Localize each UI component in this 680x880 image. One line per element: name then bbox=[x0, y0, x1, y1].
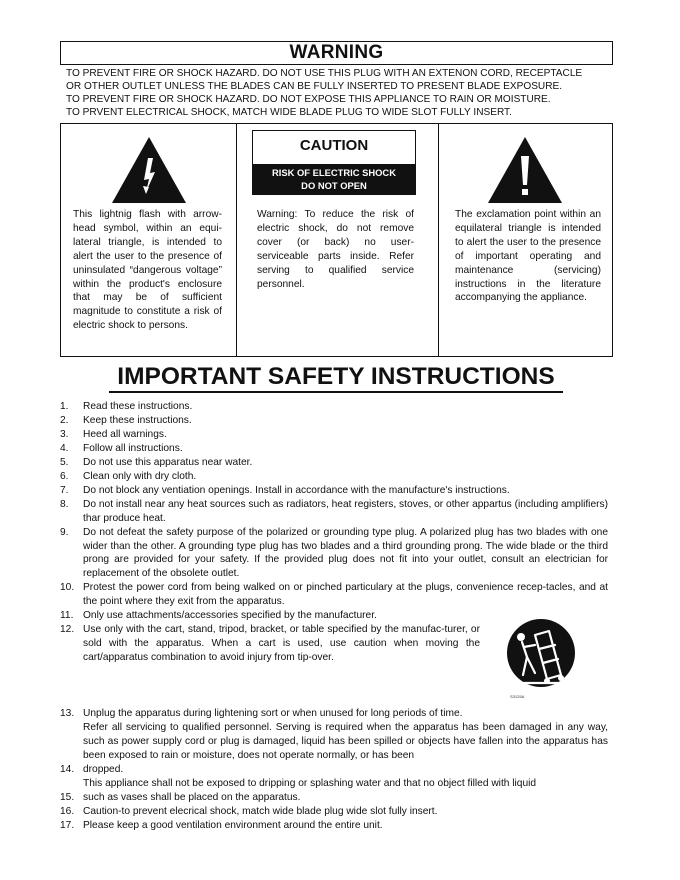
item-text: Keep these instructions. bbox=[83, 414, 192, 426]
item-number: 10. bbox=[60, 582, 75, 594]
item-number: 12. bbox=[60, 624, 75, 636]
list-item bbox=[60, 484, 608, 498]
lightning-description: This lightnig flash with arrow-head symbol, within an equi-lateral triangle, is intended to alert the user to the presence of uninsulated “dangerous voltage” within the product's enclosure that may be of sufficient magnitude to constitute a risk of electric shock to persons. bbox=[73, 209, 222, 332]
item-number: 16. bbox=[60, 805, 75, 817]
item-number: 13. bbox=[60, 708, 75, 720]
item-text: Clean only with dry cloth. bbox=[83, 470, 197, 482]
item-text: Do not block any ventiation openings. Install in accordance with the manufacture's instructions. bbox=[83, 484, 510, 496]
page-title: IMPORTANT SAFETY INSTRUCTIONS bbox=[109, 363, 563, 393]
item-text: Follow all instructions. bbox=[83, 442, 183, 454]
item-number: 11. bbox=[60, 610, 74, 622]
caution-label bbox=[252, 130, 416, 195]
item-text: such as vases shall be placed on the apparatus. bbox=[83, 791, 301, 803]
list-item bbox=[60, 456, 608, 470]
item-text: Unplug the apparatus during lightening sort or when unused for long periods of time. bbox=[83, 708, 463, 720]
lightning-symbol-cell bbox=[61, 124, 236, 356]
caution-band-line: DO NOT OPEN bbox=[301, 179, 367, 191]
item-text: Use only with the cart, stand, tripod, bracket, or table specified by the manufac-turer, or sold with the apparatus. When a cart is used, use caution when moving the cart/apparatus combination to avoid injury from tip-over. bbox=[83, 624, 480, 664]
warning-line: TO PREVENT FIRE OR SHOCK HAZARD. DO NOT USE THIS PLUG WITH AN EXTENON CORD, RECEPTACLE bbox=[66, 68, 583, 79]
list-item bbox=[60, 400, 608, 414]
item-number: 8. bbox=[60, 498, 69, 510]
safety-symbols-table bbox=[60, 123, 613, 357]
item-text: Do not defeat the safety purpose of the polarized or grounding type plug. A polarized plug has two blades with one wider than the other. A grounding type plug has two blades and a third grounding prong. The wide blade or the third prong are provided for your safety. If the provided plug does not fit into your outlet, consult an electrician for replacement of the obsolete outlet. bbox=[83, 526, 608, 580]
caution-description: Warning: To reduce the risk of electric shock, do not remove cover (or back) no user-serviceable parts inside. Refer serving to qualified service personnel. bbox=[257, 209, 414, 290]
list-item bbox=[60, 470, 608, 484]
list-item bbox=[60, 721, 608, 763]
list-item bbox=[60, 819, 608, 833]
list-item bbox=[60, 498, 608, 526]
item-text: This appliance shall not be exposed to dripping or splashing water and that no object filled with liquid bbox=[83, 777, 537, 789]
warning-text bbox=[66, 67, 616, 119]
list-item bbox=[60, 791, 608, 805]
item-number: 1. bbox=[60, 401, 69, 412]
warning-header bbox=[60, 41, 613, 65]
exclamation-description: The exclamation point within an equilateral triangle is intended to alert the user to the presence of important operating and maintenance (servicing) instructions in the literature accompanying the appliance. bbox=[455, 209, 601, 304]
list-item bbox=[60, 526, 608, 582]
exclamation-symbol-cell bbox=[438, 124, 612, 356]
item-number: 2. bbox=[60, 414, 69, 426]
exclamation-triangle-icon bbox=[487, 136, 563, 204]
item-number: 17. bbox=[60, 819, 75, 831]
warning-line: OR OTHER OUTLET UNLESS THE BLADES CAN BE FULLY INSERTED TO PRESENT BLADE EXPOSURE. bbox=[66, 81, 563, 92]
cart-tipover-icon bbox=[505, 617, 577, 693]
item-text: Please keep a good ventilation environment around the entire unit. bbox=[83, 819, 383, 831]
item-number: 14. bbox=[60, 763, 75, 775]
warning-line: TO PREVENT FIRE OR SHOCK HAZARD. DO NOT EXPOSE THIS APPLIANCE TO RAIN OR MOISTURE. bbox=[66, 94, 551, 105]
item-text: Do not install near any heat sources such as radiators, heat registers, stoves, or other appartus (including amplifiers) thar produce heat. bbox=[83, 498, 608, 524]
list-item bbox=[60, 442, 608, 456]
item-text: dropped. bbox=[83, 763, 124, 775]
caution-band-line: RISK OF ELECTRIC SHOCK bbox=[272, 167, 396, 178]
caution-cell bbox=[236, 124, 438, 356]
item-text: Only use attachments/accessories specified by the manufacturer. bbox=[83, 610, 377, 622]
item-text: Read these instructions. bbox=[83, 401, 193, 412]
warning-line: TO PRVENT ELECTRICAL SHOCK, MATCH WIDE BLADE PLUG TO WIDE SLOT FULLY INSERT. bbox=[66, 107, 512, 118]
list-item bbox=[60, 581, 608, 609]
list-item bbox=[60, 777, 608, 791]
item-number: 4. bbox=[60, 442, 69, 454]
warning-title: WARNING bbox=[289, 42, 384, 63]
list-item bbox=[60, 805, 608, 819]
item-number bbox=[60, 721, 83, 763]
list-item bbox=[60, 414, 608, 428]
caution-title: CAUTION bbox=[299, 137, 369, 154]
item-text: Heed all warnings. bbox=[83, 428, 167, 440]
item-text: Protest the power cord from being walked on or pinched particulary at the plugs, convenience recep-tacles, and at the point where they exit from the apparatus. bbox=[83, 582, 608, 608]
item-text: Refer all servicing to qualified personnel. Serving is required when the apparatus has been damaged in any way, such as power supply cord or plug is damaged, liquid has been spilled or objects have fallen into the apparatus has been exposed to rain or moisture, does not operate normally, or has been bbox=[83, 722, 608, 761]
cart-code-label: S3125A bbox=[510, 694, 525, 699]
item-number: 15. bbox=[60, 791, 75, 803]
item-text: Do not use this apparatus near water. bbox=[83, 456, 253, 468]
lightning-triangle-icon bbox=[111, 136, 187, 204]
list-item bbox=[60, 707, 608, 721]
list-item bbox=[60, 428, 608, 442]
caution-band bbox=[253, 164, 415, 194]
item-number bbox=[60, 777, 83, 791]
item-number: 5. bbox=[60, 456, 69, 468]
item-number: 9. bbox=[60, 526, 69, 538]
item-number: 3. bbox=[60, 428, 69, 440]
item-number: 6. bbox=[60, 470, 69, 482]
list-item bbox=[60, 763, 608, 777]
item-text: Caution-to prevent elecrical shock, match wide blade plug wide slot fully insert. bbox=[83, 805, 438, 817]
item-number: 7. bbox=[60, 484, 69, 496]
